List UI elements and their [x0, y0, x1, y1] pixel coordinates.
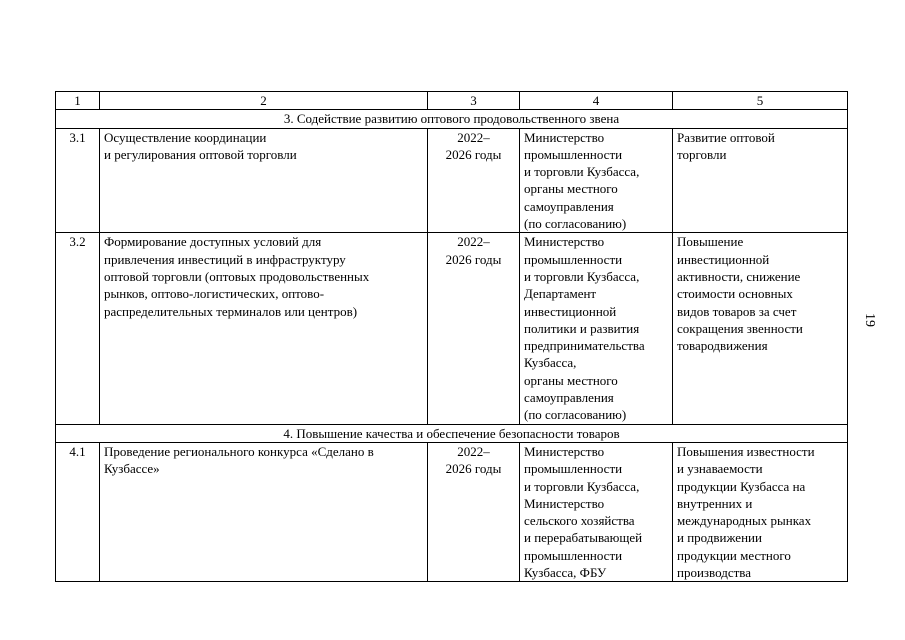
- action-cell: Осуществление координации и регулирования оптовой торговли: [100, 128, 428, 233]
- table-row: [56, 442, 848, 581]
- result-cell: Развитие оптовой торговли: [673, 128, 848, 233]
- row-number: 3.2: [56, 233, 100, 424]
- section-title: 4. Повышение качества и обеспечение безопасности товаров: [56, 424, 848, 442]
- result-cell: Повышение инвестиционной активности, снижение стоимости основных видов товаров за счет сокращения звенности товародвижения: [673, 233, 848, 424]
- period-cell: 2022– 2026 годы: [428, 233, 520, 424]
- table-row: [56, 128, 848, 233]
- action-plan-table: [55, 91, 848, 582]
- period-cell: 2022– 2026 годы: [428, 442, 520, 581]
- header-cell-4: 4: [520, 92, 673, 110]
- period-cell: 2022– 2026 годы: [428, 128, 520, 233]
- action-cell: Формирование доступных условий для привлечения инвестиций в инфраструктуру оптовой торговли (оптовых продовольственных рынков, оптово-логистических, оптово- распределительных терминалов или центров): [100, 233, 428, 424]
- row-number: 3.1: [56, 128, 100, 233]
- header-cell-1: 1: [56, 92, 100, 110]
- result-cell: Повышения известности и узнаваемости продукции Кузбасса на внутренних и международных рынках и продвижении продукции местного производства: [673, 442, 848, 581]
- table-row: [56, 233, 848, 424]
- header-cell-2: 2: [100, 92, 428, 110]
- section-row: [56, 110, 848, 128]
- executor-cell: Министерство промышленности и торговли Кузбасса, органы местного самоуправления (по согласованию): [520, 128, 673, 233]
- header-row: [56, 92, 848, 110]
- executor-cell: Министерство промышленности и торговли Кузбасса, Департамент инвестиционной политики и развития предпринимательства Кузбасса, органы местного самоуправления (по согласованию): [520, 233, 673, 424]
- action-cell: Проведение регионального конкурса «Сделано в Кузбассе»: [100, 442, 428, 581]
- page-number: 19: [862, 313, 877, 327]
- section-title: 3. Содействие развитию оптового продовольственного звена: [56, 110, 848, 128]
- header-cell-5: 5: [673, 92, 848, 110]
- executor-cell: Министерство промышленности и торговли Кузбасса, Министерство сельского хозяйства и перерабатывающей промышленности Кузбасса, ФБУ: [520, 442, 673, 581]
- row-number: 4.1: [56, 442, 100, 581]
- header-cell-3: 3: [428, 92, 520, 110]
- section-row: [56, 424, 848, 442]
